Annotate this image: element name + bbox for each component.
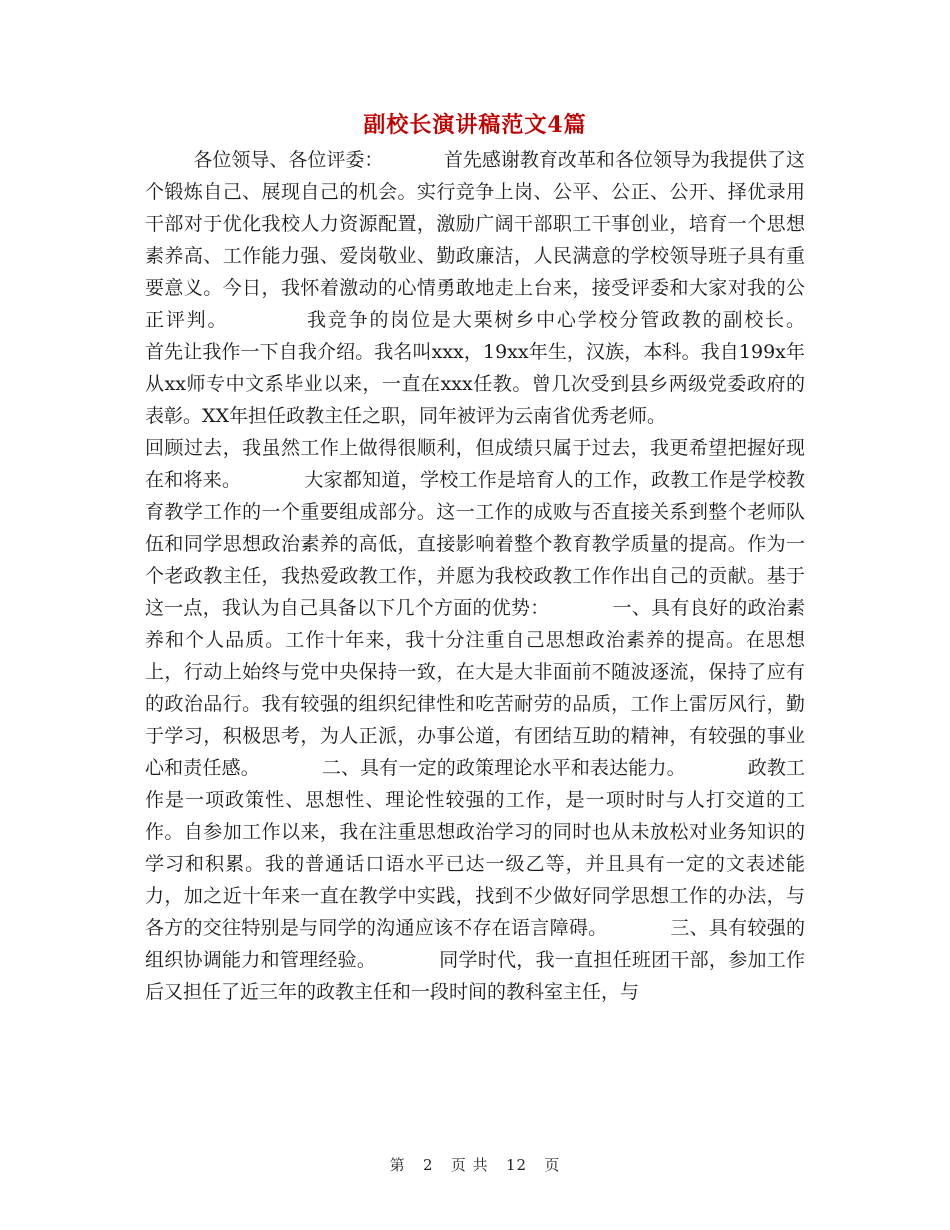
footer-current-page: 2 — [422, 1156, 434, 1174]
footer-total-pages: 12 — [505, 1156, 528, 1174]
page-title: 副校长演讲稿范文4篇 — [363, 112, 587, 138]
page-footer — [0, 1154, 950, 1175]
footer-prefix: 第 — [389, 1156, 406, 1174]
footer-suffix: 页 — [544, 1156, 561, 1174]
footer-middle: 页 共 — [450, 1156, 489, 1174]
body-text: 各位领导、各位评委： 首先感谢教育改革和各位领导为我提供了这个锻炼自己、展现自己的机会。实行竞争上岗、公平、公正、公开、择优录用干部对于优化我校人力资源配置，激励广阔干部职工干事创业，培育一个思想素养高、工作能力强、爱岗敬业、勤政廉洁，人民满意的学校领导班子具有重要意义。今日，我怀着激动的心情勇敢地走上台来，接受评委和大家对我的公正评判。 我竞争的岗位是大栗树乡中心学校分管政教的副校长。 首先让我作一下自我介绍。我名叫xxx，19xx年生，汉族，本科。我自199x年从xx师专中文系毕业以来，一直在xxx任教。曾几次受到县乡两级党委政府的表彰。XX年担任政教主任之职，同年被评为云南省优秀老师。 回顾过去，我虽然工作上做得很顺利，但成绩只属于过去，我更希望把握好现在和将来。 大家都知道，学校工作是培育人的工作，政教工作是学校教育教学工作的一个重要组成部分。这一工作的成败与否直接关系到整个老师队伍和同学思想政治素养的高低，直接影响着整个教育教学质量的提高。作为一个老政教主任，我热爱政教工作，并愿为我校政教工作作出自己的贡献。基于这一点，我认为自己具备以下几个方面的优势： 一、具有良好的政治素养和个人品质。工作十年来，我十分注重自己思想政治素养的提高。在思想上，行动上始终与党中央保持一致，在大是大非面前不随波逐流，保持了应有的政治品行。我有较强的组织纪律性和吃苦耐劳的品质，工作上雷厉风行，勤于学习，积极思考，为人正派，办事公道，有团结互助的精神，有较强的事业心和责任感。 二、具有一定的政策理论水平和表达能力。 政教工作是一项政策性、思想性、理论性较强的工作，是一项时时与人打交道的工作。自参加工作以来，我在注重思想政治学习的同时也从未放松对业务知识的学习和积累。我的普通话口语水平已达一级乙等，并且具有一定的文表述能力，加之近十年来一直在教学中实践，找到不少做好同学思想工作的办法，与各方的交往特别是与同学的沟通应该不存在语言障碍。 三、具有较强的组织协调能力和管理经验。 同学时代，我一直担任班团干部，参加工作后又担任了近三年的政教主任和一段时间的教科室主任，与 — [145, 149, 805, 1003]
